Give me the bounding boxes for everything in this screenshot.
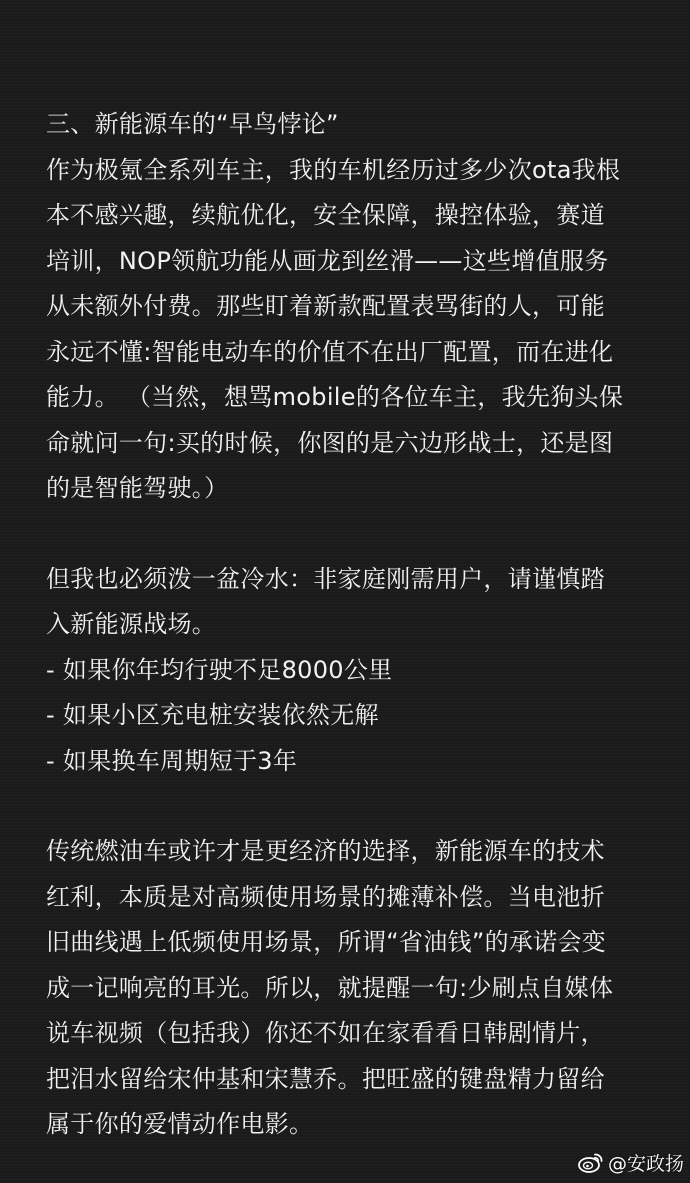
- article-body: [46, 102, 646, 1148]
- weibo-icon: [578, 1151, 604, 1173]
- list-item: - 如果小区充电桩安装依然无解: [46, 701, 379, 729]
- watermark-username: @安政扬: [607, 1152, 684, 1175]
- paragraph-owner-experience: 作为极氪全系列车主，我的车机经历过多少次ota我根 本不感兴趣，续航优化，安全保障，操控体验，赛道 培训，NOP领航功能从画龙到丝滑——这些增值服务 从未额外付费。那些盯着新款配置表骂街的人，可能 永远不懂:智能电动车的价值不在出厂配置，而在进化 能力。 （当然，想骂mobile的各位车主，我先狗头保 命就问一句:买的时候，你图的是六边形战士，还是图 的是智能驾驶。）: [46, 155, 624, 502]
- list-item: - 如果你年均行驶不足8000公里: [46, 655, 393, 684]
- paragraph-gap: [46, 784, 646, 829]
- list-item: - 如果换车周期短于3年: [46, 746, 298, 775]
- paragraph-gap: [46, 512, 646, 557]
- paragraph-warning: 但我也必须泼一盆冷水：非家庭刚需用户，请谨慎踏 入新能源战场。: [46, 564, 605, 638]
- paragraph-conclusion: 传统燃油车或许才是更经济的选择，新能源车的技术 红利，本质是对高频使用场景的摊薄补偿。当电池折 旧曲线遇上低频使用场景，所谓“省油钱”的承诺会变 成一记响亮的耳光。所以，就提醒一句:少刷点自媒体 说车视频（包括我）你还不如在家看看日韩剧情片， 把泪水留给宋仲基和宋慧乔。把旺盛的键盘精力留给 属于你的爱情动作电影。: [46, 837, 614, 1138]
- section-heading: 三、新能源车的“早鸟悖论”: [46, 110, 339, 138]
- weibo-watermark: [578, 1149, 684, 1175]
